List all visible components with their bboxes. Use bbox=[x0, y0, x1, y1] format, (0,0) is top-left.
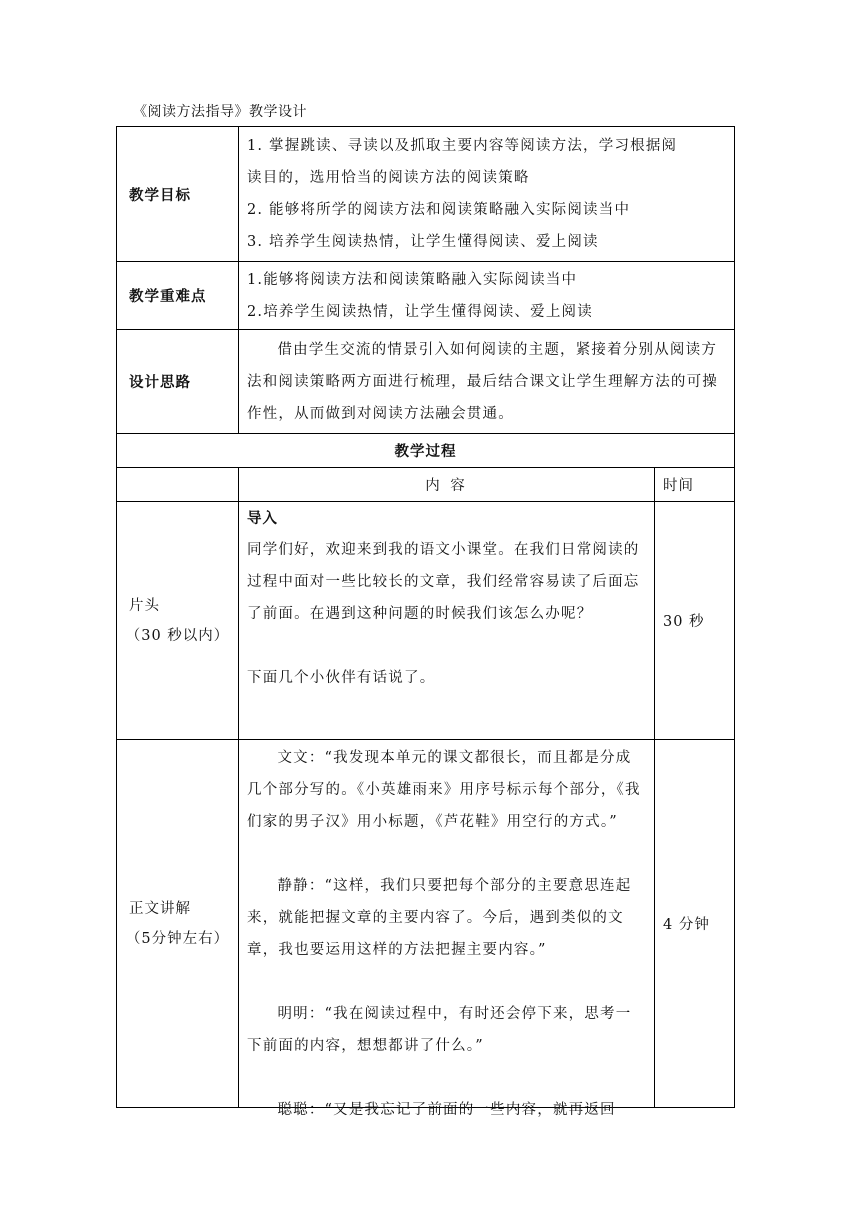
segment-title: 片头 bbox=[129, 597, 160, 614]
lesson-plan-table bbox=[116, 126, 735, 1118]
segment-duration: （30 秒以内） bbox=[125, 627, 230, 644]
goals-line: 3. 培养学生阅读热情，让学生懂得阅读、爱上阅读 bbox=[247, 234, 599, 250]
dialogue-paragraph: 明明：“我在阅读过程中，有时还会停下来，思考一下前面的内容，想想都讲了什么。” bbox=[247, 1006, 632, 1054]
key-points-label: 教学重难点 bbox=[117, 262, 239, 330]
column-header-row bbox=[117, 468, 735, 502]
goals-content bbox=[239, 127, 735, 262]
segment-cell bbox=[117, 502, 239, 740]
process-header: 教学过程 bbox=[117, 434, 735, 468]
goals-row bbox=[117, 127, 735, 262]
goals-label: 教学目标 bbox=[117, 127, 239, 262]
segment-title: 正文讲解 bbox=[129, 900, 191, 917]
segment-time: 4 分钟 bbox=[655, 740, 735, 1108]
column-header-content: 内 容 bbox=[239, 468, 655, 502]
design-row bbox=[117, 330, 735, 434]
column-header-time: 时间 bbox=[655, 468, 735, 502]
segment-time: 30 秒 bbox=[655, 502, 735, 740]
column-header-empty bbox=[117, 468, 239, 502]
process-row-main bbox=[117, 740, 735, 1108]
segment-text: 下面几个小伙伴有话说了。 bbox=[247, 670, 436, 686]
key-point-line: 2.培养学生阅读热情，让学生懂得阅读、爱上阅读 bbox=[247, 303, 593, 320]
dialogue-paragraph: 静静：“这样，我们只要把每个部分的主要意思连起来，就能把握文章的主要内容了。今后，遇到类似的文章，我也要运用这样的方法把握主要内容。” bbox=[247, 878, 632, 958]
key-points-row bbox=[117, 262, 735, 330]
segment-text: 同学们好，欢迎来到我的语文小课堂。在我们日常阅读的过程中面对一些比较长的文章，我们经常容易读了后面忘了前面。在遇到这种问题的时候我们该怎么办呢？ bbox=[247, 542, 640, 622]
goals-line: 1. 掌握跳读、寻读以及抓取主要内容等阅读方法，学习根据阅 bbox=[247, 138, 678, 154]
key-point-line: 1.能够将阅读方法和阅读策略融入实际阅读当中 bbox=[247, 271, 578, 288]
dialogue-paragraph: 聪聪：“又是我忘记了前面的一些内容，就再返回 bbox=[277, 1102, 616, 1118]
segment-duration: （5分钟左右） bbox=[125, 930, 230, 947]
segment-content bbox=[239, 502, 655, 740]
process-header-row bbox=[117, 434, 735, 468]
design-label: 设计思路 bbox=[117, 330, 239, 434]
goals-line: 2. 能够将所学的阅读方法和阅读策略融入实际阅读当中 bbox=[247, 202, 631, 218]
segment-heading: 导入 bbox=[247, 511, 278, 527]
segment-content bbox=[239, 740, 655, 1118]
segment-cell bbox=[117, 740, 239, 1108]
goals-line: 读目的，选用恰当的阅读方法的阅读策略 bbox=[247, 170, 530, 186]
design-content bbox=[239, 330, 735, 434]
key-points-content bbox=[239, 262, 735, 330]
design-text: 借由学生交流的情景引入如何阅读的主题，紧接着分别从阅读方法和阅读策略两方面进行梳理，最后结合课文让学生理解方法的可操作性，从而做到对阅读方法融会贯通。 bbox=[247, 341, 718, 422]
document-title: 《阅读方法指导》教学设计 bbox=[133, 104, 307, 120]
process-row-intro bbox=[117, 502, 735, 740]
dialogue-paragraph: 文文：“我发现本单元的课文都很长，而且都是分成几个部分写的。《小英雄雨来》用序号标示每个部分，《我们家的男子汉》用小标题，《芦花鞋》用空行的方式。” bbox=[247, 750, 641, 830]
